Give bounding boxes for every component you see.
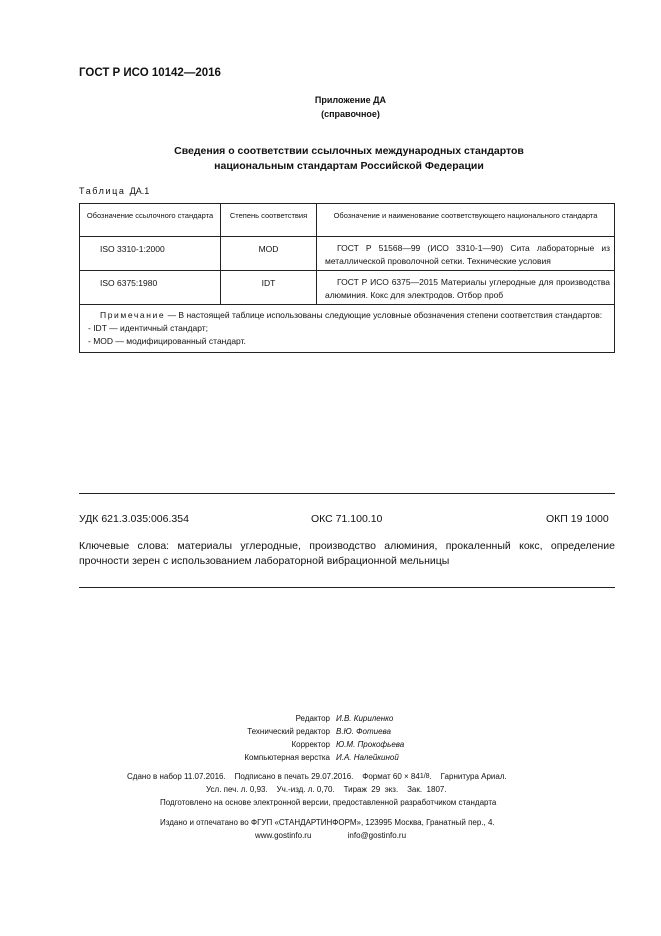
print-details-a: Сдано в набор 11.07.2016. Подписано в печать 29.07.2016. Формат 60 × 84	[127, 772, 420, 781]
print-details-b: . Гарнитура Ариал.	[429, 772, 507, 781]
table-row	[80, 237, 615, 271]
tech-editor-name: В.Ю. Фотиева	[336, 727, 392, 736]
header-reference-standard: Обозначение ссылочного стандарта	[80, 204, 221, 237]
tech-editor-role: Технический редактор	[247, 727, 330, 736]
contacts-line	[0, 829, 661, 842]
print-details-line-3: Подготовлено на основе электронной версии, предоставленной разработчиком стандарта	[160, 798, 497, 807]
table-note	[80, 305, 615, 353]
layout-name: И.А. Налейкиной	[336, 753, 399, 762]
email-link[interactable]: info@gostinfo.ru	[347, 831, 407, 840]
annex-kind: (справочное)	[321, 109, 380, 119]
section-title-line-1: Сведения о соответствии ссылочных международных стандартов	[174, 145, 524, 157]
table-label-number: ДА.1	[129, 186, 150, 196]
print-details-line-1	[127, 770, 507, 783]
table-label	[79, 186, 149, 196]
section-title-line-2: национальным стандартам Российской Федерации	[214, 160, 484, 172]
editor-role: Редактор	[295, 714, 330, 723]
editor-name: И.В. Кириленко	[336, 714, 394, 723]
note-prefix: Примечание	[100, 310, 166, 320]
national-standard-cell: ГОСТ Р ИСО 6375—2015 Материалы углеродные для производства алюминия. Кокс для электродов. Отбор проб	[317, 271, 615, 305]
layout-role: Компьютерная верстка	[244, 753, 330, 762]
reference-standard-cell: ISO 6375:1980	[80, 271, 221, 305]
divider-bottom	[79, 587, 615, 588]
header-degree: Степень соответствия	[221, 204, 317, 237]
note-lead	[88, 309, 608, 322]
website-link[interactable]: www.gostinfo.ru	[254, 831, 312, 840]
conformity-table	[79, 203, 615, 353]
degree-cell: MOD	[221, 237, 317, 271]
note-item: - MOD — модифицированный стандарт.	[88, 336, 246, 346]
document-code: ГОСТ Р ИСО 10142—2016	[79, 67, 221, 79]
divider-top	[79, 493, 615, 494]
degree-cell: IDT	[221, 271, 317, 305]
table-header-row	[80, 204, 615, 237]
national-standard-cell: ГОСТ Р 51568—99 (ИСО 3310-1—90) Сита лабораторные из металлической проволочной сетки. Технические условия	[317, 237, 615, 271]
format-fraction: 1/8	[419, 773, 430, 780]
header-national-standard: Обозначение и наименование соответствующего национального стандарта	[317, 204, 615, 237]
note-text: — В настоящей таблице использованы следующие условные обозначения степени соответствия стандартов:	[165, 310, 603, 320]
table-label-word: Таблица	[79, 186, 126, 196]
print-details-line-2: Усл. печ. л. 0,93. Уч.-изд. л. 0,70. Тираж 29 экз. Зак. 1807.	[206, 785, 447, 794]
keywords: Ключевые слова: материалы углеродные, производство алюминия, прокаленный кокс, определение прочности зерен с использованием лабораторной вибрационной мельницы	[79, 540, 615, 567]
reference-standard-cell: ISO 3310-1:2000	[80, 237, 221, 271]
proofreader-role: Корректор	[291, 740, 330, 749]
note-item: - IDT — идентичный стандарт;	[88, 323, 209, 333]
table-row	[80, 271, 615, 305]
okp-code: ОКП 19 1000	[546, 513, 609, 525]
oks-code: ОКС 71.100.10	[311, 513, 383, 525]
proofreader-name: Ю.М. Прокофьева	[336, 740, 405, 749]
annex-title: Приложение ДА	[314, 95, 387, 105]
publisher-line: Издано и отпечатано во ФГУП «СТАНДАРТИНФОРМ», 123995 Москва, Гранатный пер., 4.	[160, 818, 495, 827]
udk-code: УДК 621.3.035:006.354	[79, 513, 189, 525]
table-note-row	[80, 305, 615, 353]
